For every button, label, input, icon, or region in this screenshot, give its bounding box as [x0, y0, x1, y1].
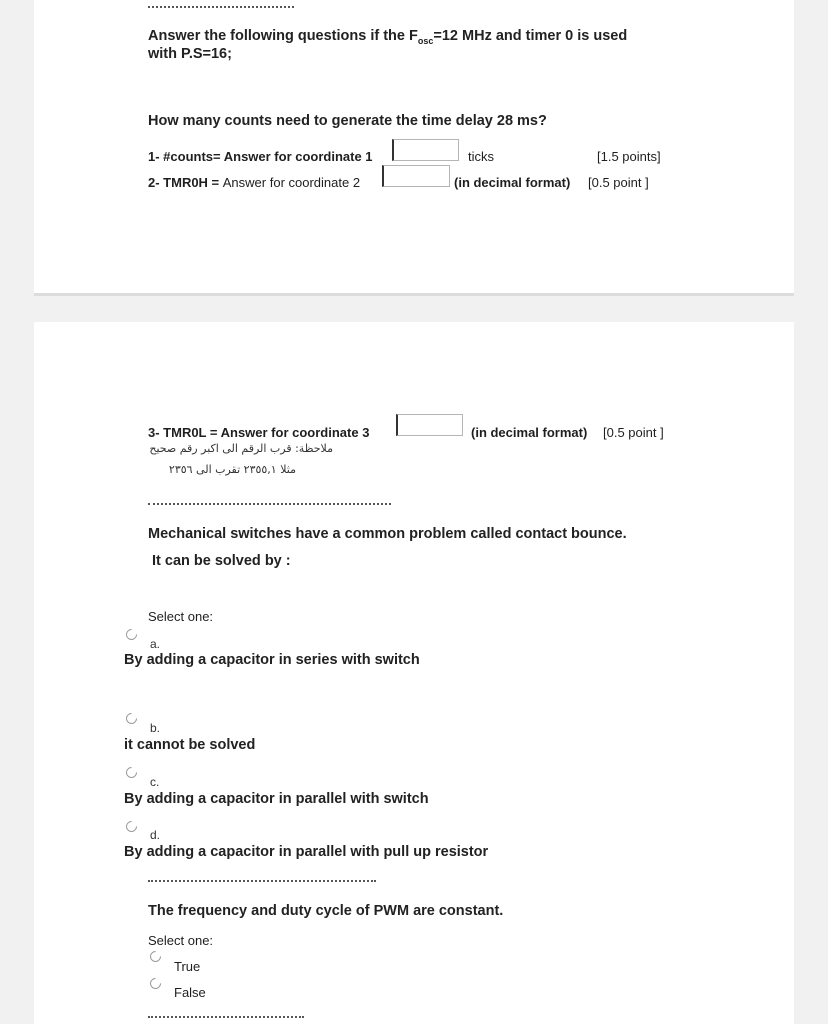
tmr0l-label-rest: Answer for coordinate 3	[220, 425, 370, 440]
question-intro: Answer the following questions if the $F_{osc}=12$ MHz and timer 0 is used	[148, 28, 628, 46]
tmr0l-input[interactable]	[396, 414, 463, 436]
tmr0l-points: [0.5 point ]	[603, 425, 664, 440]
dotted-separator	[148, 6, 294, 8]
switch-question: Mechanical switches have a common problem called contact bounce.	[148, 526, 627, 542]
question-prompt: How many counts need to generate the time delay 28 ms?	[148, 113, 547, 129]
false-option-text[interactable]: False	[174, 985, 206, 1000]
dotted-separator	[148, 880, 376, 882]
dotted-separator	[148, 503, 391, 505]
option-b-letter: b.	[150, 721, 161, 735]
tmr0h-label: 2- TMR0H =	[148, 175, 223, 190]
card-divider	[34, 293, 794, 296]
select-one-label: Select one:	[148, 609, 214, 624]
option-a-text[interactable]: By adding a capacitor in series with switch	[124, 652, 420, 668]
select-one-label: Select one:	[148, 933, 214, 948]
option-c-text[interactable]: By adding a capacitor in parallel with switch	[124, 791, 429, 807]
counts-input[interactable]	[392, 139, 459, 161]
counts-label: 1- #counts= Answer for coordinate 1	[148, 149, 373, 164]
counts-points: [1.5 points]	[597, 149, 661, 164]
tmr0h-points: [0.5 point ]	[588, 175, 649, 190]
tmr0h-label-rest: Answer for coordinate 2	[222, 175, 361, 190]
tmr0l-label: 3- TMR0L =	[148, 425, 221, 440]
dotted-separator	[148, 1016, 304, 1018]
counts-unit: ticks	[468, 149, 494, 164]
option-b-text[interactable]: it cannot be solved	[124, 737, 256, 753]
tmr0h-format: (in decimal format)	[454, 175, 571, 190]
option-d-letter: d.	[150, 828, 161, 842]
true-option-text[interactable]: True	[174, 959, 201, 974]
arabic-example: مثلا ٢٣٥٥,١ تقرب الى ٢٣٥٦	[168, 463, 296, 476]
question-intro-line2: with P.S=16;	[148, 46, 232, 62]
switch-question-line2: It can be solved by :	[152, 553, 291, 569]
tmr0l-format: (in decimal format)	[471, 425, 588, 440]
option-c-letter: c.	[150, 775, 160, 789]
option-d-text[interactable]: By adding a capacitor in parallel with pull up resistor	[124, 844, 489, 860]
arabic-note: ملاحظة: قرب الرقم الى اكبر رقم صحيح	[149, 442, 333, 455]
tmr0h-input[interactable]	[382, 165, 450, 187]
option-a-letter: a.	[150, 637, 161, 651]
pwm-question: The frequency and duty cycle of PWM are constant.	[148, 903, 504, 919]
